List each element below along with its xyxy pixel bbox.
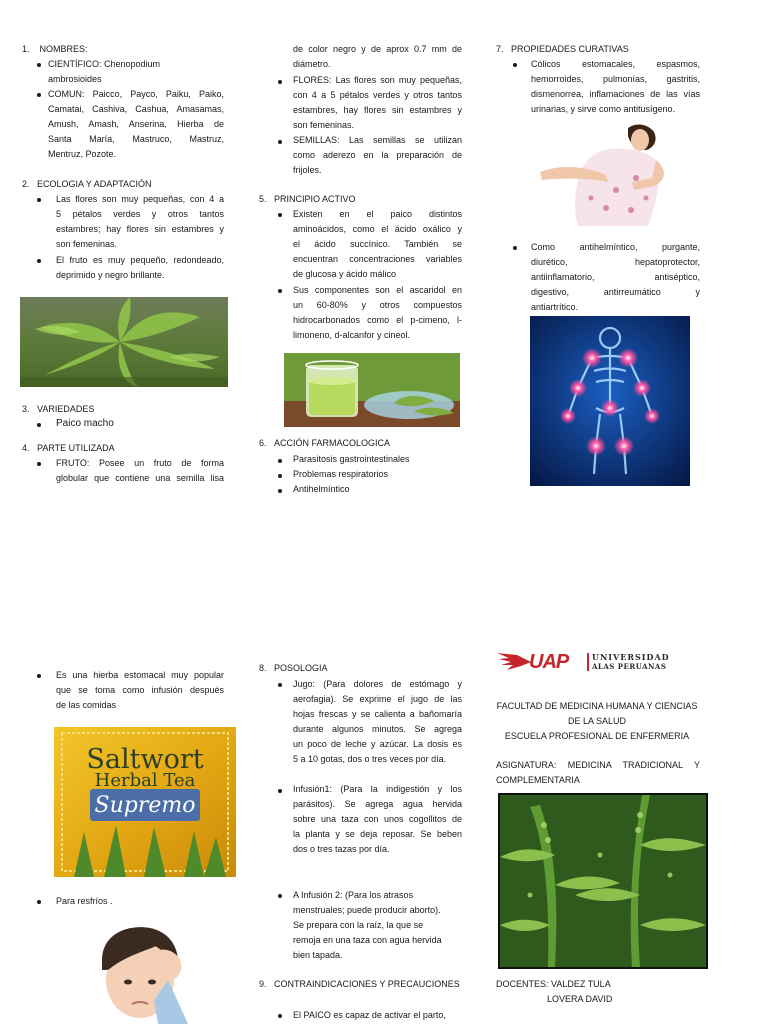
docentes-line1: DOCENTES: VALDEZ TULA: [496, 979, 611, 989]
heading-nombres: 1. NOMBRES:: [22, 44, 88, 54]
bullet: [278, 489, 282, 493]
propiedades-antihelmintico: Como antihelmíntico, purgante, diurético, hepatoprotector, antiinflamatorio, antiséptico, digestivo, antirreumático y antiartrítico.: [531, 242, 700, 312]
posologia-jugo: Jugo: (Para dolores de estómago y aerofagia). Se exprime el jugo de las hojas frescas y se calienta a bañomaría durante algunos minutos. Se agrega un poco de leche y azúcar. La dosis es 5 a 10 gotas, dos o tres veces por día.: [293, 679, 462, 764]
stomach-pain-woman-photo: [536, 120, 682, 226]
wings-icon: [497, 652, 531, 672]
cientifico-line2: ambrosioides: [48, 74, 102, 84]
bullet: [278, 474, 282, 478]
posologia-infusion-2: A Infusión 2: (Para los atrasos menstruales; puede producir aborto). Se prepara con la raíz, la que se remoja en una taza con agua hervida bien tapada.: [293, 890, 442, 960]
paico-plant-photo-2: [498, 793, 708, 969]
bullet: [37, 462, 41, 466]
bullet: [278, 1014, 282, 1018]
bullet: [37, 900, 41, 904]
bullet: [278, 894, 282, 898]
bullet: [37, 63, 41, 67]
bullet: [37, 674, 41, 678]
uap-letters: UAP: [529, 651, 569, 673]
logo-divider: [587, 653, 589, 671]
sick-child-photo: [88, 920, 196, 1024]
logo-universidad: UNIVERSIDAD: [592, 652, 670, 662]
para-resfrios: Para resfríos .: [56, 896, 113, 906]
contraindicacion-parto: El PAICO es capaz de activar el parto,: [293, 1010, 446, 1020]
bullet: [513, 246, 517, 250]
accion-item-1: Parasitosis gastrointestinales: [293, 454, 410, 464]
heading-parte-utilizada: 4. PARTE UTILIZADA: [22, 443, 115, 453]
tea-subtitle: Herbal Tea: [94, 770, 196, 791]
fruto-continuation: de color negro y de aprox 0.7 mm de diámetro.: [293, 44, 462, 69]
principio-componentes: Sus componentes son el ascaridol en un 60-80% y otros compuestos hidrocarbonados como el p-cimeno, l- limoneno, d-alcanfor y cineol.: [293, 285, 462, 340]
bullet: [37, 93, 41, 97]
ecologia-fruto: El fruto es muy pequeño, redondeado, deprimido y negro brillante.: [56, 255, 224, 280]
bullet: [37, 198, 41, 202]
fruto-paragraph: FRUTO: Posee un fruto de forma globular que contiene una semilla lisa: [56, 458, 224, 483]
facultad-line1: FACULTAD DE MEDICINA HUMANA Y CIENCIAS: [496, 701, 698, 711]
bullet: [278, 213, 282, 217]
asignatura: ASIGNATURA: MEDICINA TRADICIONAL Y COMPLEMENTARIA: [496, 760, 700, 785]
paico-juice-photo: [284, 353, 460, 427]
semillas-paragraph: SEMILLAS: Las semillas se utilizan como aderezo en la preparación de frijoles.: [293, 135, 462, 175]
comun-paragraph: COMUN: Paicco, Payco, Paiku, Paiko, Camatai, Cashiva, Cashua, Amasamas, Amush, Amash, Anserina, Hierba de Santa María, Mastruco, Mastruz, Mentruz, Pozote.: [48, 89, 224, 159]
bullet: [513, 63, 517, 67]
accion-item-2: Problemas respiratorios: [293, 469, 389, 479]
variedad-paico-macho: Paico macho: [56, 418, 114, 429]
bullet: [278, 683, 282, 687]
principio-aminoacidos: Existen en el paico distintos aminoácidos, como el ácido oxálico y el ácido succínico. También se encuentran concentraciones variables de glucosa y ácido málico: [293, 209, 462, 279]
heading-accion-farmacologica: 6. ACCIÓN FARMACOLOGICA: [259, 438, 391, 448]
saltwort-tea-package: [54, 727, 236, 877]
heading-principio-activo: 5. PRINCIPIO ACTIVO: [259, 194, 356, 204]
bullet: [278, 80, 282, 84]
logo-alas-peruanas: ALAS PERUANAS: [592, 662, 667, 671]
heading-ecologia: 2. ECOLOGIA Y ADAPTACIÓN: [22, 179, 152, 189]
uap-logo: [497, 651, 687, 673]
posologia-infusion-1: Infusión1: (Para la indigestión y los parásitos). Se agrega agua hervida sobre una taza con unos cogollitos de la planta y se deja reposar. Se beben dos o tres tazas por día.: [293, 784, 462, 854]
heading-contraindicaciones: 9. CONTRAINDICACIONES Y PRECAUCIONES: [259, 979, 460, 989]
propiedades-colicos: Cólicos estomacales, espasmos, hemorroides, pulmonías, gastritis, dismenorrea, inflamaciones de las vías urinarias, y sirve como antitusígeno.: [531, 59, 700, 114]
ecologia-flores: Las flores son muy pequeñas, con 4 a 5 pétalos verdes y otros tantos estambres; hay flores sin estambres y son femeninas.: [56, 194, 224, 249]
bullet: [278, 789, 282, 793]
paico-plant-photo: [20, 297, 228, 387]
heading-variedades: 3. VARIEDADES: [22, 404, 95, 414]
heading-propiedades: 7. PROPIEDADES CURATIVAS: [496, 44, 629, 54]
accion-item-3: Antihelmíntico: [293, 484, 350, 494]
skeleton-joints-photo: [530, 316, 690, 486]
bullet: [37, 423, 41, 427]
hierba-estomacal-paragraph: Es una hierba estomacal muy popular que se toma como infusión después de las comidas: [56, 670, 224, 710]
bullet: [278, 140, 282, 144]
bullet: [278, 459, 282, 463]
tea-brand-name: Saltwort: [86, 744, 204, 775]
bullet: [37, 259, 41, 263]
escuela-line: ESCUELA PROFESIONAL DE ENFERMERIA: [504, 731, 690, 741]
flores-paragraph: FLORES: Las flores son muy pequeñas, con 4 a 5 pétalos verdes y otros tantos estambres, hay flores sin estambres y son femeninas.: [293, 75, 462, 130]
tea-supremo: Supremo: [94, 793, 196, 818]
docentes-line2: LOVERA DAVID: [547, 994, 613, 1004]
cientifico-line1: CIENTÍFICO: Chenopodium: [48, 59, 161, 69]
bullet: [278, 289, 282, 293]
facultad-line2: DE LA SALUD: [567, 716, 627, 726]
heading-posologia: 8. POSOLOGIA: [259, 663, 328, 673]
